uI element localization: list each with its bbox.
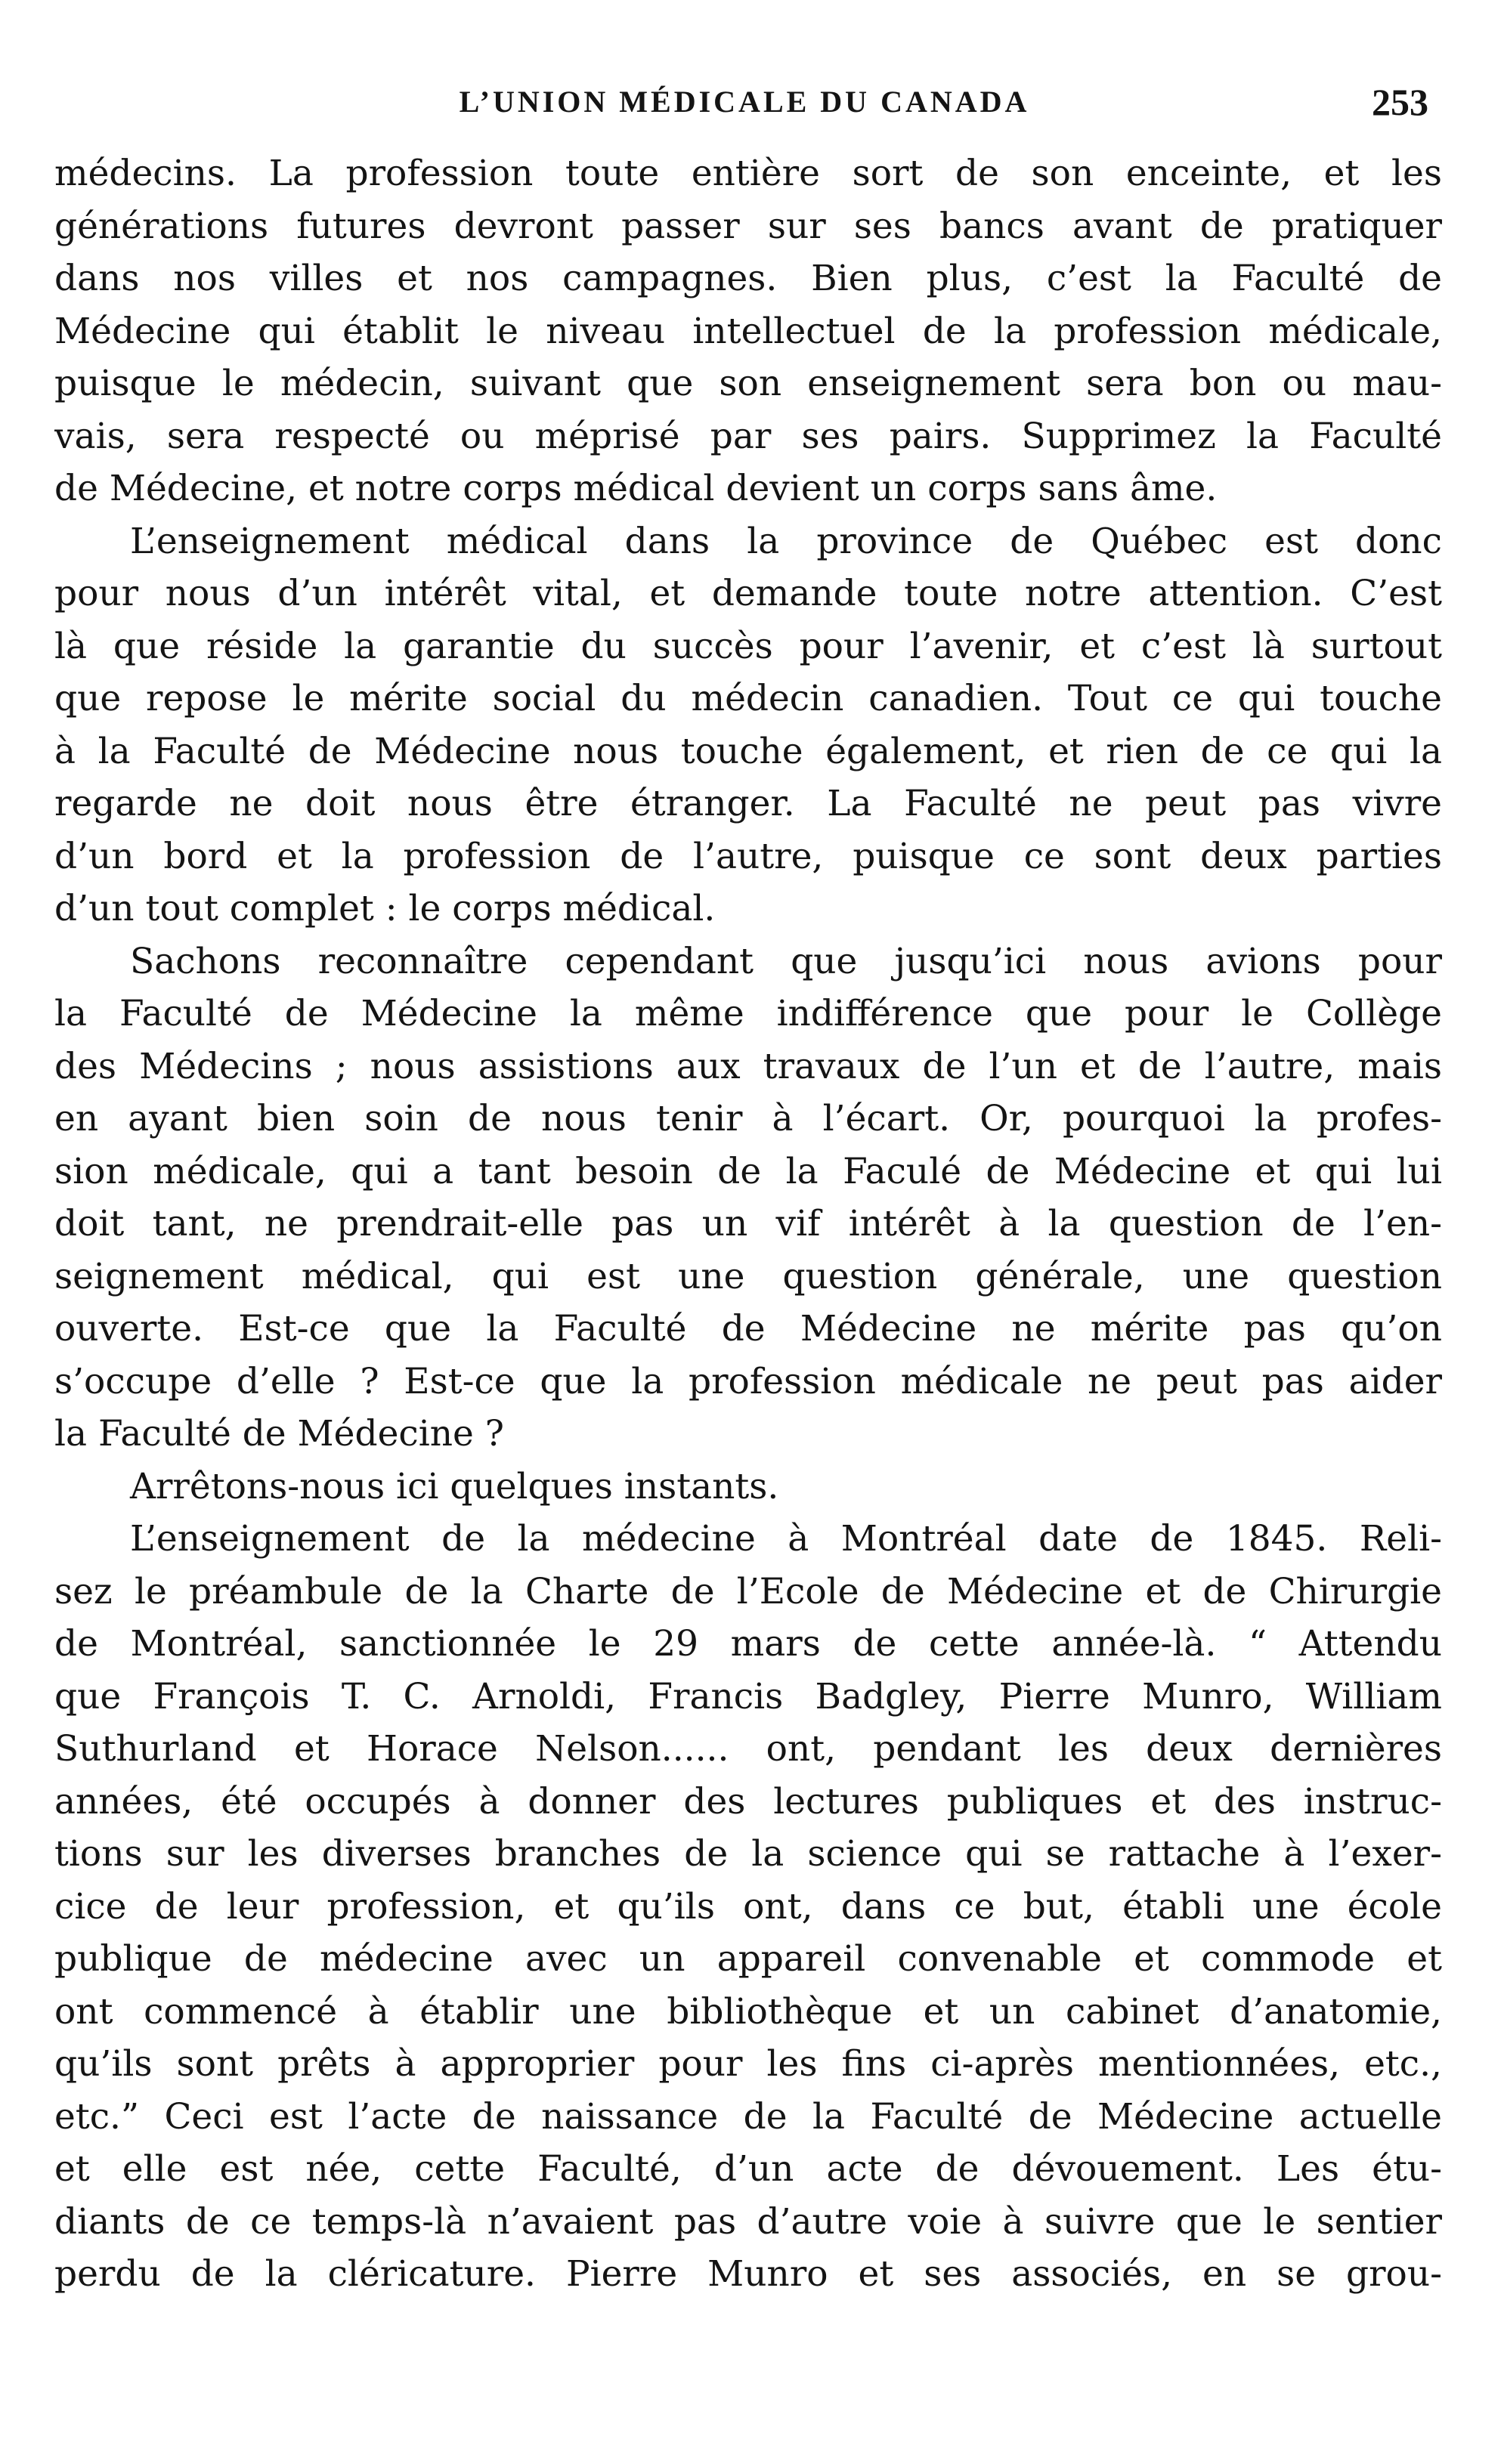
text-line: la Faculté de Médecine la même indifférence que pour le Collège [54, 993, 1442, 1034]
text-line: dans nos villes et nos campagnes. Bien plus, c’est la Faculté de [54, 258, 1442, 299]
text-line: de Médecine, et notre corps médical devient un corps sans âme. [54, 468, 1218, 509]
text-line: d’un bord et la profession de l’autre, puisque ce sont deux parties [54, 835, 1442, 877]
text-line: que François T. C. Arnoldi, Francis Badgley, Pierre Munro, William [54, 1675, 1442, 1717]
text-line: regarde ne doit nous être étranger. La Faculté ne peut pas vivre [54, 783, 1442, 824]
text-line: cice de leur profession, et qu’ils ont, dans ce but, établi une école [54, 1885, 1442, 1928]
text-line: là que réside la garantie du succès pour l’avenir, et c’est là surtout [54, 625, 1442, 667]
text-line: Médecine qui établit le niveau intellectuel de la profession médicale, [54, 310, 1442, 352]
text-line: Sachons reconnaître cependant que jusqu’ici nous avions pour [130, 940, 1442, 982]
text-line: doit tant, ne prendrait-elle pas un vif intérêt à la question de l’en- [54, 1203, 1442, 1244]
page-number: 253 [1372, 81, 1428, 123]
text-line: que repose le mérite social du médecin canadien. Tout ce qui touche [54, 678, 1442, 719]
text-line: médecins. La profession toute entière sort de son enceinte, et les [54, 153, 1442, 194]
running-header [60, 76, 1428, 128]
text-line: etc.” Ceci est l’acte de naissance de la Faculté de Médecine actuelle [54, 2095, 1442, 2138]
text-line: et elle est née, cette Faculté, d’un acte de dévouement. Les étu- [54, 2148, 1442, 2190]
text-line: puisque le médecin, suivant que son enseignement sera bon ou mau- [54, 363, 1442, 404]
text-line: L’enseignement de la médecine à Montréal date de 1845. Reli- [130, 1518, 1442, 1560]
text-line: publique de médecine avec un appareil convenable et commode et [54, 1938, 1442, 1980]
text-line: vais, sera respecté ou méprisé par ses pairs. Supprimez la Faculté [54, 415, 1442, 457]
text-line: d’un tout complet : le corps médical. [54, 888, 716, 929]
text-line: à la Faculté de Médecine nous touche également, et rien de ce qui la [54, 730, 1442, 772]
text-line: s’occupe d’elle ? Est-ce que la profession médicale ne peut pas aider [54, 1360, 1442, 1402]
text-line: de Montréal, sanctionnée le 29 mars de cette année-là. “ Attendu [54, 1623, 1442, 1665]
text-line: tions sur les diverses branches de la science qui se rattache à l’exer- [54, 1833, 1442, 1875]
text-line: ont commencé à établir une bibliothèque et un cabinet d’anatomie, [54, 1990, 1442, 2033]
running-title: L’UNION MÉDICALE DU CANADA [459, 85, 1030, 119]
text-line: Suthurland et Horace Nelson...... ont, pendant les deux dernières [54, 1728, 1442, 1770]
text-line: générations futures devront passer sur ses bancs avant de pratiquer [54, 205, 1442, 247]
text-line: qu’ils sont prêts à approprier pour les fins ci-après mentionnées, etc., [54, 2043, 1442, 2085]
text-line: la Faculté de Médecine ? [54, 1413, 504, 1455]
text-line: diants de ce temps-là n’avaient pas d’autre voie à suivre que le sentier [54, 2200, 1442, 2243]
text-line: perdu de la cléricature. Pierre Munro et ses associés, en se grou- [54, 2253, 1442, 2295]
text-line: des Médecins ; nous assistions aux travaux de l’un et de l’autre, mais [54, 1045, 1442, 1087]
body-text [54, 147, 1442, 2301]
text-line: L’enseignement médical dans la province de Québec est donc [130, 520, 1442, 562]
text-line: Arrêtons-nous ici quelques instants. [130, 1465, 779, 1507]
text-line: en ayant bien soin de nous tenir à l’écart. Or, pourquoi la profes- [54, 1098, 1442, 1139]
text-line: sez le préambule de la Charte de l’Ecole de Médecine et de Chirurgie [54, 1570, 1442, 1612]
text-line: années, été occupés à donner des lectures publiques et des instruc- [54, 1780, 1442, 1822]
text-line: pour nous d’un intérêt vital, et demande toute notre attention. C’est [54, 573, 1442, 614]
text-line: ouverte. Est-ce que la Faculté de Médecine ne mérite pas qu’on [54, 1308, 1442, 1349]
text-line: sion médicale, qui a tant besoin de la Faculé de Médecine et qui lui [54, 1150, 1442, 1192]
text-line: seignement médical, qui est une question générale, une question [54, 1255, 1442, 1297]
